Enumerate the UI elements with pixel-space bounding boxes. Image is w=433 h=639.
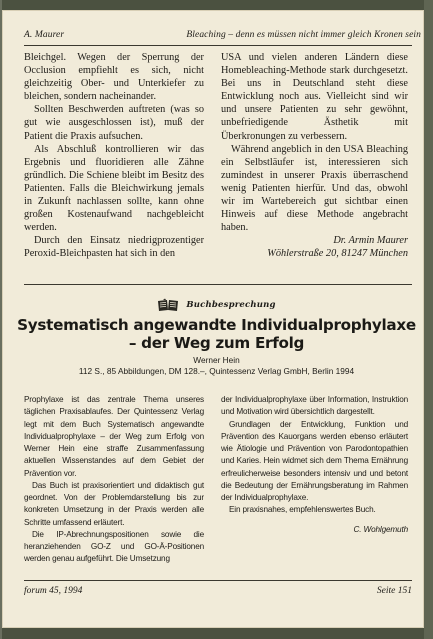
title-line-1: Systematisch angewandte Individualprophylaxe	[17, 316, 416, 334]
article-paragraph: Bleichgel. Wegen der Sperrung der Occlusion empfiehlt es sich, nicht gleichzeitig Ober- und Unterkiefer zu bleichen, sondern nacheinander.	[24, 52, 204, 103]
article-paragraph: USA und vielen anderen Ländern diese Homebleaching-Methode stark durchgesetzt. Bei uns in Deutschland steht diese Entwicklung noch aus. Vielleicht sind wir und unsere Patienten zu sehr gewöhnt, unbefriedigende Ästhetik mit Überkronungen zu verbessern.	[221, 52, 408, 142]
review-paragraph: Die IP-Abrechnungspositionen sowie die heranziehenden GO-Z und GO-Ä-Positionen werden genau aufgeführt. Die Umsetzung	[24, 529, 204, 564]
header-article-title: Bleaching – denn es müssen nicht immer gleich Kronen sein	[186, 30, 421, 40]
article-paragraph: Durch den Einsatz niedrigprozentiger Peroxid-Bleichpasten hat sich in den	[24, 235, 204, 260]
header-rule	[24, 45, 412, 46]
footer-rule	[24, 580, 412, 581]
article-column-right	[221, 51, 408, 261]
article-paragraph: Als Abschluß kontrollieren wir das Ergebnis und fluoridieren alle Zähne gründlich. Die Schiene bleibt im Besitz des Patienten. Falls die Bleichwirkung jemals in Zukunft nachlassen sollte, kann ohne großen Kostenaufwand nachgebleicht werden.	[24, 143, 204, 234]
open-book-icon	[157, 298, 179, 312]
review-paragraph: Ein praxisnahes, empfehlenswertes Buch.	[229, 505, 376, 515]
book-details: 112 S., 85 Abbildungen, DM 128.–, Quintessenz Verlag GmbH, Berlin 1994	[78, 366, 355, 376]
footer-page-number: Seite 151	[376, 586, 412, 596]
reviewer: C. Wohlgemuth	[353, 524, 408, 534]
article-author: Dr. Armin Maurer	[333, 235, 408, 247]
review-column-left	[24, 394, 204, 566]
section-heading	[0, 296, 433, 314]
header-author: A. Maurer	[24, 30, 65, 40]
page-edge-right	[424, 0, 433, 639]
section-label: Buchbesprechung	[186, 300, 276, 311]
book-review-title	[10, 316, 423, 352]
book-author: Werner Hein	[193, 355, 240, 365]
article-paragraph: Sollten Beschwerden auftreten (was so gut wie ausgeschlossen ist), muß der Patient die Praxis aufsuchen.	[24, 104, 204, 142]
article-address: Wöhlerstraße 20, 81247 München	[267, 248, 408, 260]
review-paragraph: der Individualprophylaxe über Information, Instruktion und Motivation wird übersichtlich dargestellt.	[221, 395, 408, 417]
section-divider	[24, 284, 412, 285]
review-paragraph: Prophylaxe ist das zentrale Thema unseres täglichen Praxisablaufes. Der Quintessenz Verlag legt mit dem Buch Systematisch angewandte Individualprophylaxe – der Weg zum Erfolg von Werner Hein eine straffe Zusammenfassung aktuellen Wissenstandes auf dem Gebiet der Prävention vor.	[24, 395, 204, 478]
article-column-left	[24, 51, 204, 261]
title-line-2: – der Weg zum Erfolg	[128, 334, 305, 352]
review-paragraph: Grundlagen der Entwicklung, Funktion und Prävention des Kauorgans werden ebenso erläutert wie Ätiologie und Prävention von Parodontopathien und Karies. Hein widmet sich dem Thema Ernährung erfreulicherweise besonders intensiv und und betont die Bedeutung der Ernährungsberatung im Rahmen der Individualprophylaxe.	[221, 419, 408, 502]
article-paragraph: Während angeblich in den USA Bleaching ein Selbstläufer ist, interessieren sich zumindest in unserer Praxis überraschend wenig Patienten hierfür. Und das, obwohl wir im Wartebereich gut sichtbar einen Hinweis auf diese Methode angebracht haben.	[221, 143, 408, 234]
review-column-right	[221, 394, 408, 536]
review-paragraph: Das Buch ist praxisorientiert und didaktisch gut geordnet. Von der Problemdarstellung bis zur konkreten Umsetzung in der Praxis werden alle Schritte umfassend erläutert.	[24, 480, 204, 527]
footer-issue: forum 45, 1994	[24, 586, 83, 596]
